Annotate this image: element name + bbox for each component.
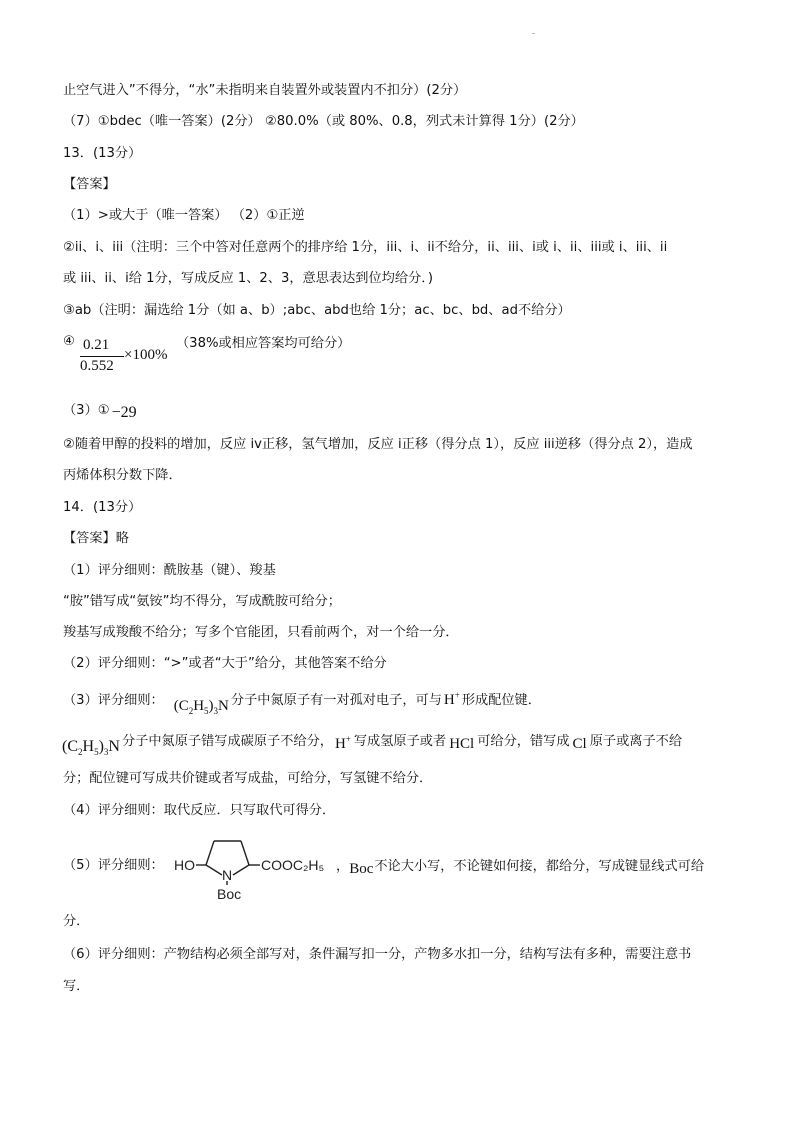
molecule-drawing bbox=[172, 827, 342, 907]
line-20-b: 写成氢原子或者 bbox=[353, 734, 447, 749]
triethylamine-formula-2: $(C_2H_5)_3N$ bbox=[62, 738, 120, 758]
line-20-a: 分子中氮原子错写成碳原子不给分， bbox=[121, 734, 333, 749]
q14-heading: 14．(13分） bbox=[63, 500, 142, 515]
hydrogen-ion: H+ bbox=[443, 690, 460, 708]
line-17: 羧基写成羧酸不给分；写多个官能团，只看前两个，对一个给一分． bbox=[63, 625, 459, 640]
fraction-prefix: ④ bbox=[63, 334, 75, 349]
hydroxyl-label: HO bbox=[174, 857, 195, 873]
line-20-d: 原子或离子不给 bbox=[589, 734, 683, 749]
line-21: 分；配位键可写成共价键或者写成盐，可给分，写氢键不给分． bbox=[63, 771, 433, 786]
ester-label: COOC₂H₅ bbox=[261, 857, 325, 873]
line-2: （7）①bdec（唯一答案）(2分） ②80.0%（或 80%、0.8，列式未计算得 1分）(2分） bbox=[63, 114, 584, 129]
scan-mark bbox=[532, 33, 535, 34]
line-22: （4）评分细则：取代反应．只写取代可得分． bbox=[63, 803, 336, 818]
line-19-prefix: （3）评分细则： bbox=[63, 693, 164, 708]
hydrogen-ion-2: H+ bbox=[334, 734, 351, 752]
line-10 bbox=[63, 401, 137, 420]
line-25: （6）评分细则：产物结构必须全部写对，条件漏写扣一分，产物多水扣一分，结构写法有多种，需要注意书 bbox=[63, 947, 692, 962]
line-16: “胺”错写成“氨铵”均不得分，写成酰胺可给分； bbox=[63, 594, 341, 609]
hcl-formula: HCl bbox=[449, 736, 475, 752]
line-12: 丙烯体积分数下降． bbox=[63, 468, 182, 483]
line-26: 写． bbox=[63, 979, 90, 994]
answer-heading-14: 【答案】略 bbox=[63, 531, 129, 546]
line-23: ，Boc不论大小写，不论键如何接，都给分，写成键显线式可给 bbox=[336, 859, 705, 877]
line-19-end: 形成配位键． bbox=[461, 693, 541, 708]
answer-heading-13: 【答案】 bbox=[63, 177, 116, 192]
triethylamine-formula: $(C_2H_5)_3N$ bbox=[173, 698, 229, 716]
line-6: ②ii、i、iii（注明：三个中答对任意两个的排序给 1分，iii、i、ii不给分，ii、iii、i或 i、ii、iii或 i、iii、ii bbox=[63, 240, 668, 255]
enthalpy-value: −29 bbox=[111, 404, 137, 421]
line-20-c: 可给分，错写成 bbox=[477, 734, 570, 749]
fraction-expression bbox=[63, 337, 173, 379]
line-23-text: 不论大小写，不论键如何接，都给分，写成键显线式可给 bbox=[374, 859, 705, 874]
boc-text: Boc bbox=[349, 861, 374, 877]
line-15: （1）评分细则：酰胺基（键）、羧基 bbox=[63, 563, 276, 578]
line-11: ②随着甲醇的投料的增加，反应 iv正移，氢气增加，反应 i正移（得分点 1），反应 iii逆移（得分点 2），造成 bbox=[63, 437, 693, 452]
fraction-numerator: 0.21 bbox=[83, 337, 110, 353]
line-19 bbox=[63, 686, 541, 714]
line-7: 或 iii、ii、i给 1分，写成反应 1、2、3，意思表达到位均给分．) bbox=[63, 271, 433, 286]
line-10-prefix: （3）① bbox=[63, 403, 110, 418]
line-24: 分． bbox=[63, 914, 90, 929]
proline-ester-structure bbox=[172, 827, 342, 907]
q13-heading: 13．(13分） bbox=[63, 146, 142, 161]
line-23-prefix: （5）评分细则： bbox=[63, 858, 164, 873]
cl-symbol: Cl bbox=[572, 736, 587, 752]
nitrogen-label: N bbox=[222, 867, 233, 883]
fraction-bar bbox=[80, 356, 124, 357]
line-5: （1）>或大于（唯一答案） （2）①正逆 bbox=[63, 208, 305, 223]
fraction-note: （38%或相应答案均可给分） bbox=[176, 336, 351, 351]
line-8: ③ab（注明：漏选给 1分（如 a、b）;abc、abd也给 1分；ac、bc、bd、ad不给分） bbox=[63, 303, 571, 318]
boc-label: Boc bbox=[217, 886, 242, 902]
line-1: 止空气进入”不得分，“水”未指明来自装置外或装置内不扣分）(2分） bbox=[63, 83, 467, 98]
line-20 bbox=[62, 727, 683, 758]
fraction-denominator: 0.552 bbox=[80, 358, 114, 374]
fraction-multiplier: ×100% bbox=[124, 347, 168, 363]
line-18: （2）评分细则：“>”或者“大于”给分，其他答案不给分 bbox=[63, 656, 387, 671]
line-19-text: 分子中氮原子有一对孤对电子，可与 bbox=[230, 693, 442, 708]
